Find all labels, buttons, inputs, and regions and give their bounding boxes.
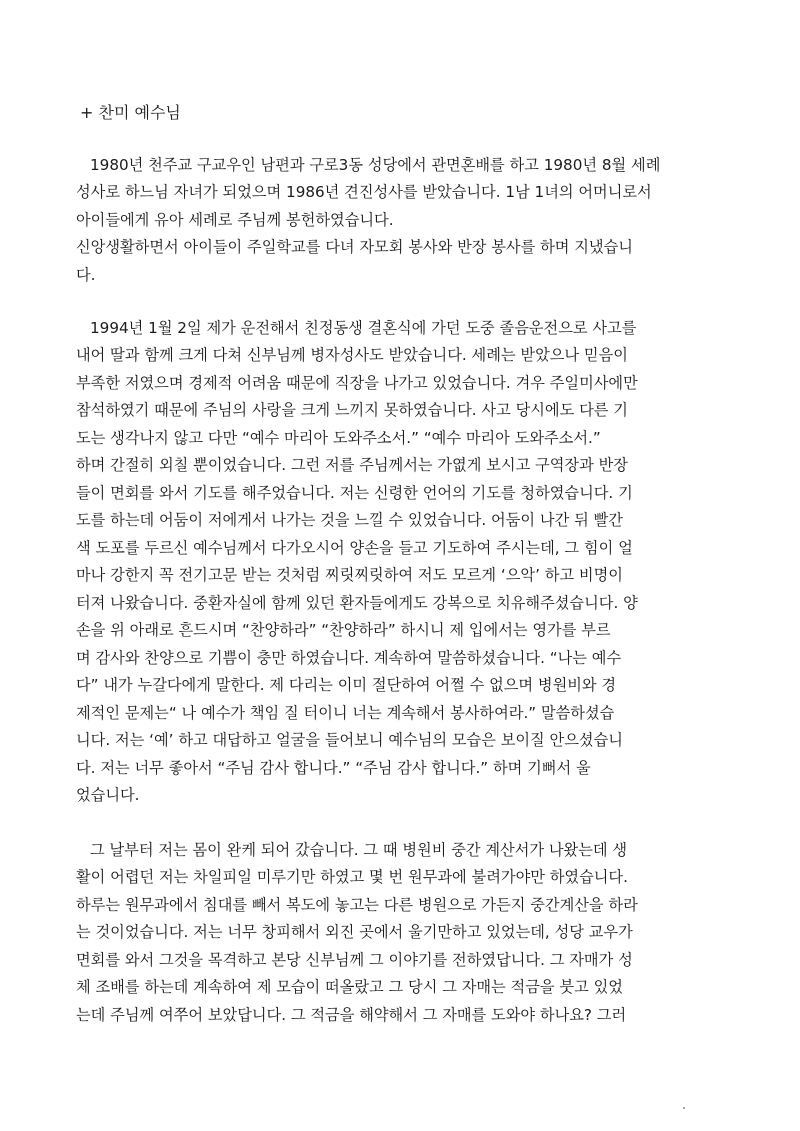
paragraph-line: 하루는 원무과에서 침대를 빼서 복도에 놓고는 다른 병원으로 가든지 중간계산을 하라	[76, 896, 638, 914]
paragraph-line: 터져 나왔습니다. 중환자실에 함께 있던 환자들에게도 강복으로 치유해주셨습니다. 양	[76, 594, 638, 612]
scan-speck	[683, 1107, 685, 1109]
paragraph-line: 그 날부터 저는 몸이 완케 되어 갔습니다. 그 때 병원비 중간 계산서가 나왔는데 생	[90, 841, 628, 859]
paragraph-line: 도는 생각나지 않고 다만 “예수 마리아 도와주소서.” “예수 마리아 도와주소서.”	[76, 429, 601, 447]
paragraph-line: 도를 하는데 어둠이 저에게서 나가는 것을 느낄 수 있었습니다. 어둠이 나간 뒤 빨간	[76, 511, 623, 529]
paragraph-line: 아이들에게 유아 세례로 주님께 봉헌하였습니다.	[76, 211, 394, 229]
page-heading: + 찬미 예수님	[80, 103, 181, 122]
paragraph-line: 체 조배를 하는데 계속하여 제 모습이 떠올랐고 그 당시 그 자매는 적금을 붓고 있었	[76, 978, 623, 996]
paragraph-line: 제적인 문제는“ 나 예수가 책임 질 터이니 너는 계속해서 봉사하여라.” 말씀하셨습	[76, 704, 615, 722]
paragraph-line: 활이 어렵던 저는 차일피일 미루기만 하였고 몇 번 원무과에 불려가야만 하였습니다.	[76, 868, 628, 886]
paragraph-line: 었습니다.	[76, 786, 140, 804]
paragraph-line: 다” 내가 누갈다에게 말한다. 제 다리는 이미 절단하여 어쩔 수 없으며 병원비와 경	[76, 676, 617, 694]
paragraph-line: 마나 강한지 꼭 전기고문 받는 것처럼 찌릿찌릿하여 저도 모르게 ‘으악’ 하고 비명이	[76, 566, 623, 584]
paragraph-line: 다. 저는 너무 좋아서 “주님 감사 합니다.” “주님 감사 합니다.” 하며 기뻐서 울	[76, 759, 591, 777]
paragraph-line: 니다. 저는 ‘예’ 하고 대답하고 얼굴을 들어보니 예수님의 모습은 보이질 안으셨습니	[76, 731, 623, 749]
paragraph-line: 하며 간절히 외칠 뿐이었습니다. 그런 저를 주님께서는 가엾게 보시고 구역장과 반장	[76, 456, 628, 474]
paragraph-line: 1980년 천주교 구교우인 남편과 구로3동 성당에서 관면혼배를 하고 1980년 8월 세례	[90, 156, 661, 174]
paragraph-line: 는 것이었습니다. 저는 너무 창피해서 외진 곳에서 울기만하고 있었는데, 성당 교우가	[76, 923, 633, 941]
paragraph-line: 며 감사와 찬양으로 기쁨이 충만 하였습니다. 계속하여 말씀하셨습니다. “나는 예수	[76, 649, 622, 667]
paragraph-line: 내어 딸과 함께 크게 다쳐 신부님께 병자성사도 받았습니다. 세례는 받았으나 믿음이	[76, 346, 628, 364]
paragraph-line: 1994년 1월 2일 제가 운전해서 친정동생 결혼식에 가던 도중 졸음운전으로 사고를	[90, 319, 637, 337]
paragraph-line: 손을 위 아래로 흔드시며 “찬양하라” “찬양하라” 하시니 제 입에서는 영가를 부르	[76, 621, 611, 639]
paragraph-line: 는데 주님께 여쭈어 보았답니다. 그 적금을 해약해서 그 자매를 도와야 하나요? 그러	[76, 1006, 627, 1024]
paragraph-line: 부족한 저였으며 경제적 어려움 때문에 직장을 나가고 있었습니다. 겨우 주일미사에만	[76, 374, 638, 392]
paragraph-line: 들이 면회를 와서 기도를 해주었습니다. 저는 신령한 언어의 기도를 청하였습니다. 기	[76, 484, 633, 502]
paragraph-line: 색 도포를 두르신 예수님께서 다가오시어 양손을 들고 기도하여 주시는데, 그 힘이 얼	[76, 539, 633, 557]
paragraph-line: 다.	[76, 266, 96, 284]
paragraph-line: 신앙생활하면서 아이들이 주일학교를 다녀 자모회 봉사와 반장 봉사를 하며 지냈습니	[76, 238, 633, 256]
paragraph-line: 면회를 와서 그것을 목격하고 본당 신부님께 그 이야기를 전하였답니다. 그 자매가 성	[76, 951, 633, 969]
paragraph-line: 참석하였기 때문에 주님의 사랑을 크게 느끼지 못하였습니다. 사고 당시에도 다른 기	[76, 401, 628, 419]
paragraph-line: 성사로 하느님 자녀가 되었으며 1986년 견진성사를 받았습니다. 1남 1녀의 어머니로서	[76, 183, 652, 201]
